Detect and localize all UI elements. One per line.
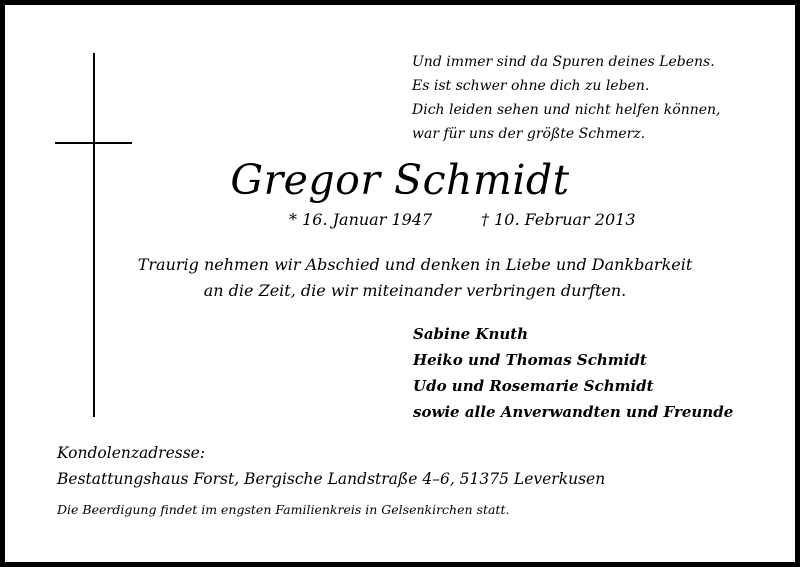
deceased-name: Gregor Schmidt [230,156,570,204]
family-name: sowie alle Anverwandten und Freunde [413,403,734,421]
condolence-address: Bestattungshaus Forst, Bergische Landstraße 4–6, 51375 Leverkusen [57,470,606,488]
funeral-note: Die Beerdigung findet im engsten Familienkreis in Gelsenkirchen statt. [57,502,510,517]
death-date: † 10. Februar 2013 [481,210,636,229]
cross-vertical-bar [93,53,95,417]
family-name: Sabine Knuth [413,325,529,343]
birth-date: * 16. Januar 1947 [289,210,433,229]
mourning-line: Traurig nehmen wir Abschied und denken in Liebe und Dankbarkeit [137,255,693,274]
poem-line: Es ist schwer ohne dich zu leben. [412,78,650,94]
poem-line: war für uns der größte Schmerz. [412,126,646,142]
cross-horizontal-bar [55,142,132,144]
poem-line: Dich leiden sehen und nicht helfen können, [412,102,721,118]
family-name: Udo und Rosemarie Schmidt [413,377,654,395]
condolence-address-block [57,440,605,492]
mourning-line: an die Zeit, die wir miteinander verbringen durften. [203,281,627,300]
condolence-label: Kondolenzadresse: [57,444,206,462]
memorial-poem [412,50,721,146]
family-signatories [413,321,733,425]
mourning-text [5,252,800,304]
family-name: Heiko und Thomas Schmidt [413,351,647,369]
poem-line: Und immer sind da Spuren deines Lebens. [412,54,715,70]
